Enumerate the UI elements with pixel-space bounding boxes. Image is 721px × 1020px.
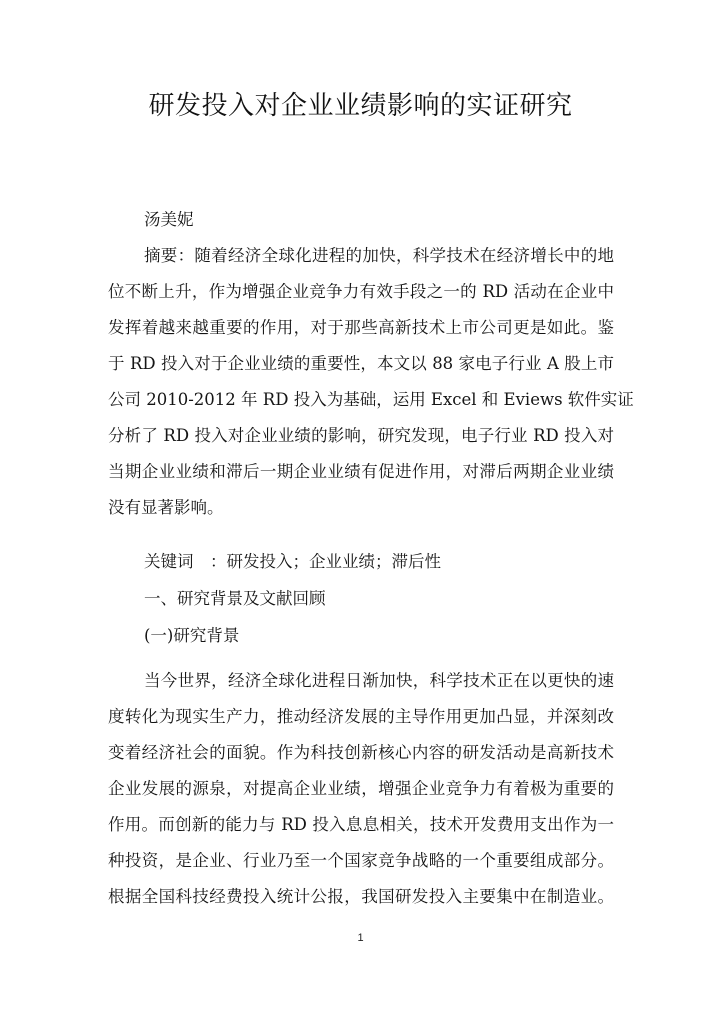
abstract-line: 没有显著影响。: [108, 498, 224, 517]
body-line: 种投资，是企业、行业乃至一个国家竞争战略的一个重要组成部分。: [108, 851, 614, 870]
body-line: 度转化为现实生产力，推动经济发展的主导作用更加凸显，并深刻改: [108, 707, 614, 726]
page-number: 1: [357, 932, 364, 944]
body-line: 企业发展的源泉，对提高企业业绩，增强企业竞争力有着极为重要的: [108, 779, 614, 798]
abstract-line: 位不断上升，作为增强企业竞争力有效手段之一的 RD 活动在企业中: [108, 282, 614, 301]
body-line: 变着经济社会的面貌。作为科技创新核心内容的研发活动是高新技术: [108, 743, 614, 762]
section-heading: 一、研究背景及文献回顾: [144, 589, 326, 608]
abstract-line: 发挥着越来越重要的作用，对于那些高新技术上市公司更是如此。鉴: [108, 318, 614, 337]
abstract-line: 摘要：随着经济全球化进程的加快，科学技术在经济增长中的地: [144, 246, 614, 265]
document-title: 研发投入对企业业绩影响的实证研究: [148, 91, 573, 121]
body-line: 作用。而创新的能力与 RD 投入息息相关，技术开发费用支出作为一: [108, 815, 614, 834]
abstract-line: 公司 2010-2012 年 RD 投入为基础，运用 Excel 和 Eviews 软件实证: [108, 390, 634, 409]
abstract-line: 当期企业业绩和滞后一期企业业绩有促进作用，对滞后两期企业业绩: [108, 462, 614, 481]
abstract-line: 于 RD 投入对于企业业绩的重要性，本文以 88 家电子行业 A 股上市: [108, 354, 614, 373]
author-name: 汤美妮: [144, 210, 194, 229]
subsection-heading: (一)研究背景: [144, 626, 240, 645]
body-line: 根据全国科技经费投入统计公报，我国研发投入主要集中在制造业。: [108, 887, 614, 906]
keywords: 关键词 ：研发投入；企业业绩；滞后性: [144, 552, 441, 571]
abstract-line: 分析了 RD 投入对企业业绩的影响，研究发现，电子行业 RD 投入对: [108, 426, 614, 445]
body-line: 当今世界，经济全球化进程日渐加快，科学技术正在以更快的速: [144, 671, 614, 690]
